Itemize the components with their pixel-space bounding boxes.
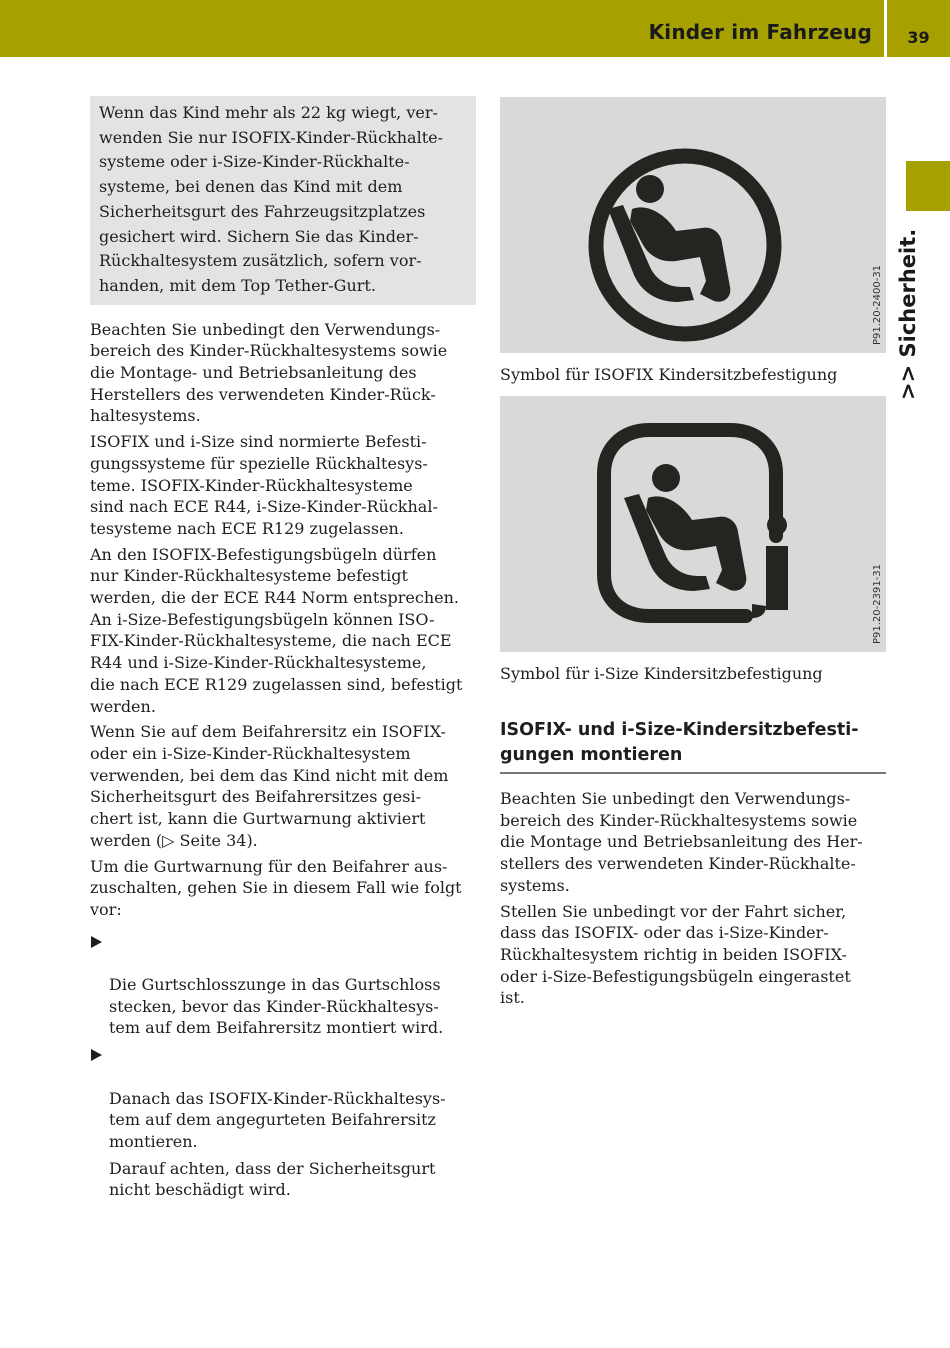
isofix-figure	[500, 97, 886, 353]
triangle-bullet-icon	[91, 1049, 102, 1061]
paragraph: Wenn Sie auf dem Beifahrersitz ein ISOFIX- oder ein i-Size-Kinder-Rückhaltesystem verwenden, bei dem das Kind nicht mit dem Sicherheitsgurt des Beifahrersitzes gesi- chert ist, kann die Gurtwarnung aktiviert werden (▷ Seite 34).	[90, 722, 449, 850]
page-number: 39	[907, 28, 930, 47]
isize-symbol-icon	[500, 396, 886, 652]
figure-code: P91.20-2391-31	[872, 563, 883, 644]
paragraph: ISOFIX und i-Size sind normierte Befesti- gungssysteme für spezielle Rückhaltesys- teme. ISOFIX-Kinder-Rückhaltesysteme sind nach ECE R44, i-Size-Kinder-Rückhal- tesysteme nach ECE R129 zugelassen.	[90, 432, 438, 538]
chapter-title: Kinder im Fahrzeug	[648, 20, 872, 44]
instruction-step	[90, 1044, 476, 1153]
paragraph: Beachten Sie unbedingt den Verwendungs- bereich des Kinder-Rückhaltesystems sowie die Montage und Betriebsanleitung des Her- stellers des verwendeten Kinder-Rückhalte- systems.	[500, 789, 863, 895]
figure-caption: Symbol für ISOFIX Kindersitzbefestigung	[500, 365, 838, 384]
left-column	[90, 96, 476, 1201]
section-heading: ISOFIX- und i-Size-Kindersitzbefesti- gungen montieren	[500, 718, 886, 774]
paragraph: Um die Gurtwarnung für den Beifahrer aus- zuschalten, gehen Sie in diesem Fall wie folgt vor:	[90, 856, 462, 919]
isofix-symbol-icon	[500, 97, 886, 353]
figure-code: P91.20-2400-31	[872, 264, 883, 345]
side-tab-label: >> Sicherheit.	[896, 228, 920, 400]
paragraph: Stellen Sie unbedingt vor der Fahrt sicher, dass das ISOFIX- oder das i-Size-Kinder- Rückhaltesystem richtig in beiden ISOFIX- oder i-Size-Befestigungsbügeln eingerastet ist.	[500, 901, 851, 1008]
instruction-list	[90, 931, 476, 1153]
triangle-bullet-icon	[91, 936, 102, 948]
right-column	[500, 97, 886, 1013]
instruction-step	[90, 931, 476, 1040]
figure-caption: Symbol für i-Size Kindersitzbefestigung	[500, 664, 823, 683]
instruction-text: Die Gurtschlosszunge in das Gurtschloss stecken, bevor das Kinder-Rückhaltesys- tem auf dem Beifahrersitz montiert wird.	[109, 975, 444, 1038]
paragraph: Beachten Sie unbedingt den Verwendungs- bereich des Kinder-Rückhaltesystems sowie die Montage- und Betriebsanleitung des Herstellers des verwendeten Kinder-Rück- haltesystems.	[90, 319, 448, 426]
isize-figure	[500, 396, 886, 652]
instruction-note: Darauf achten, dass der Sicherheitsgurt nicht beschädigt wird.	[109, 1158, 436, 1200]
note-box: Wenn das Kind mehr als 22 kg wiegt, ver- wenden Sie nur ISOFIX-Kinder-Rückhalte- systeme oder i-Size-Kinder-Rückhalte- systeme, bei denen das Kind mit dem Sicherheitsgurt des Fahrzeugsitzplatzes gesichert wird. Sichern Sie das Kinder- Rückhaltesystem zusätzlich, sofern vor- handen, mit dem Top Tether-Gurt.	[90, 96, 476, 305]
instruction-text: Danach das ISOFIX-Kinder-Rückhaltesys- tem auf dem angegurteten Beifahrersitz montieren.	[109, 1088, 446, 1151]
paragraph: An den ISOFIX-Befestigungsbügeln dürfen nur Kinder-Rückhaltesysteme befestigt werden, die der ECE R44 Norm entsprechen. An i-Size-Befestigungsbügeln können ISO- FIX-Kinder-Rückhaltesysteme, die nach ECE R44 und i-Size-Kinder-Rückhaltesysteme, die nach ECE R129 zugelassen sind, befestigt werden.	[90, 544, 463, 716]
